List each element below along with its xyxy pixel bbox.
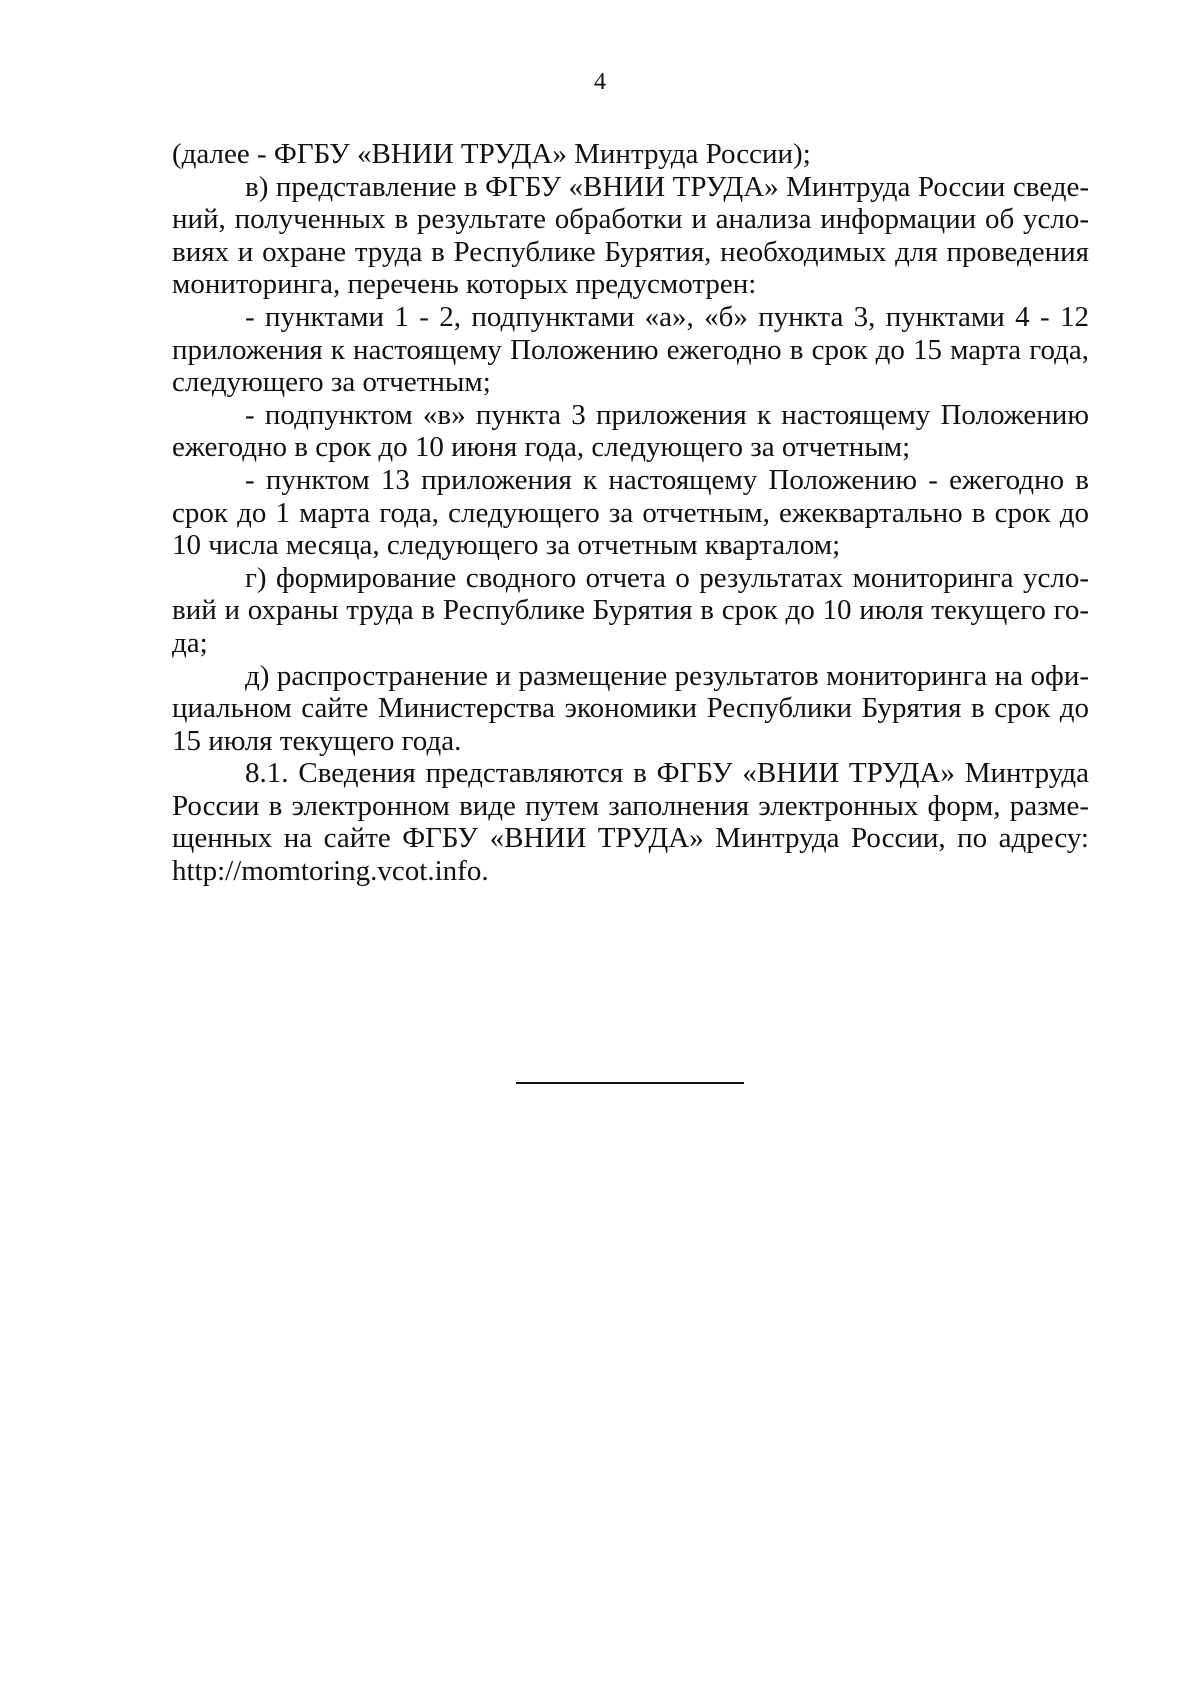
text-line: виях и охране труда в Республике Бурятия, необходимых для проведения — [172, 235, 1089, 268]
text-line: 10 числа месяца, следующего за отчетным кварталом; — [172, 529, 841, 562]
text-line: - пунктом 13 приложения к настоящему Положению - ежегодно в — [245, 463, 1089, 496]
text-line: г) формирование сводного отчета о результатах мониторинга усло- — [245, 561, 1089, 594]
text-line: вий и охраны труда в Республике Бурятия в срок до 10 июля текущего го- — [172, 594, 1089, 627]
text-line: - пунктами 1 - 2, подпунктами «а», «б» пункта 3, пунктами 4 - 12 — [245, 300, 1089, 333]
text-line: России в электронном виде путем заполнения электронных форм, разме- — [172, 789, 1089, 822]
text-line: 8.1. Сведения представляются в ФГБУ «ВНИИ ТРУДА» Минтруда — [245, 757, 1089, 790]
text-line: циальном сайте Министерства экономики Республики Бурятия в срок до — [172, 692, 1089, 725]
text-line: 15 июля текущего года. — [172, 724, 462, 757]
page-number: 4 — [594, 69, 606, 95]
text-line: срок до 1 марта года, следующего за отчетным, ежеквартально в срок до — [172, 496, 1089, 529]
text-line: - подпунктом «в» пункта 3 приложения к настоящему Положению — [245, 398, 1089, 431]
text-line: ежегодно в срок до 10 июня года, следующего за отчетным; — [172, 431, 911, 464]
text-line: http://momtoring.vcot.info. — [172, 855, 489, 888]
text-line: в) представление в ФГБУ «ВНИИ ТРУДА» Минтруда России сведе- — [245, 170, 1089, 203]
text-line: да; — [172, 626, 208, 659]
document-body — [172, 138, 1089, 888]
text-line: щенных на сайте ФГБУ «ВНИИ ТРУДА» Минтруда России, по адресу: — [172, 822, 1089, 855]
text-line: мониторинга, перечень которых предусмотрен: — [172, 268, 757, 301]
text-line: ний, полученных в результате обработки и анализа информации об усло- — [172, 203, 1089, 236]
text-line: следующего за отчетным; — [172, 366, 491, 399]
text-line: приложения к настоящему Положению ежегодно в срок до 15 марта года, — [172, 333, 1089, 366]
text-line: (далее - ФГБУ «ВНИИ ТРУДА» Минтруда России); — [172, 138, 811, 170]
end-of-document-rule — [516, 1082, 744, 1084]
text-line: д) распространение и размещение результатов мониторинга на офи- — [245, 659, 1089, 692]
